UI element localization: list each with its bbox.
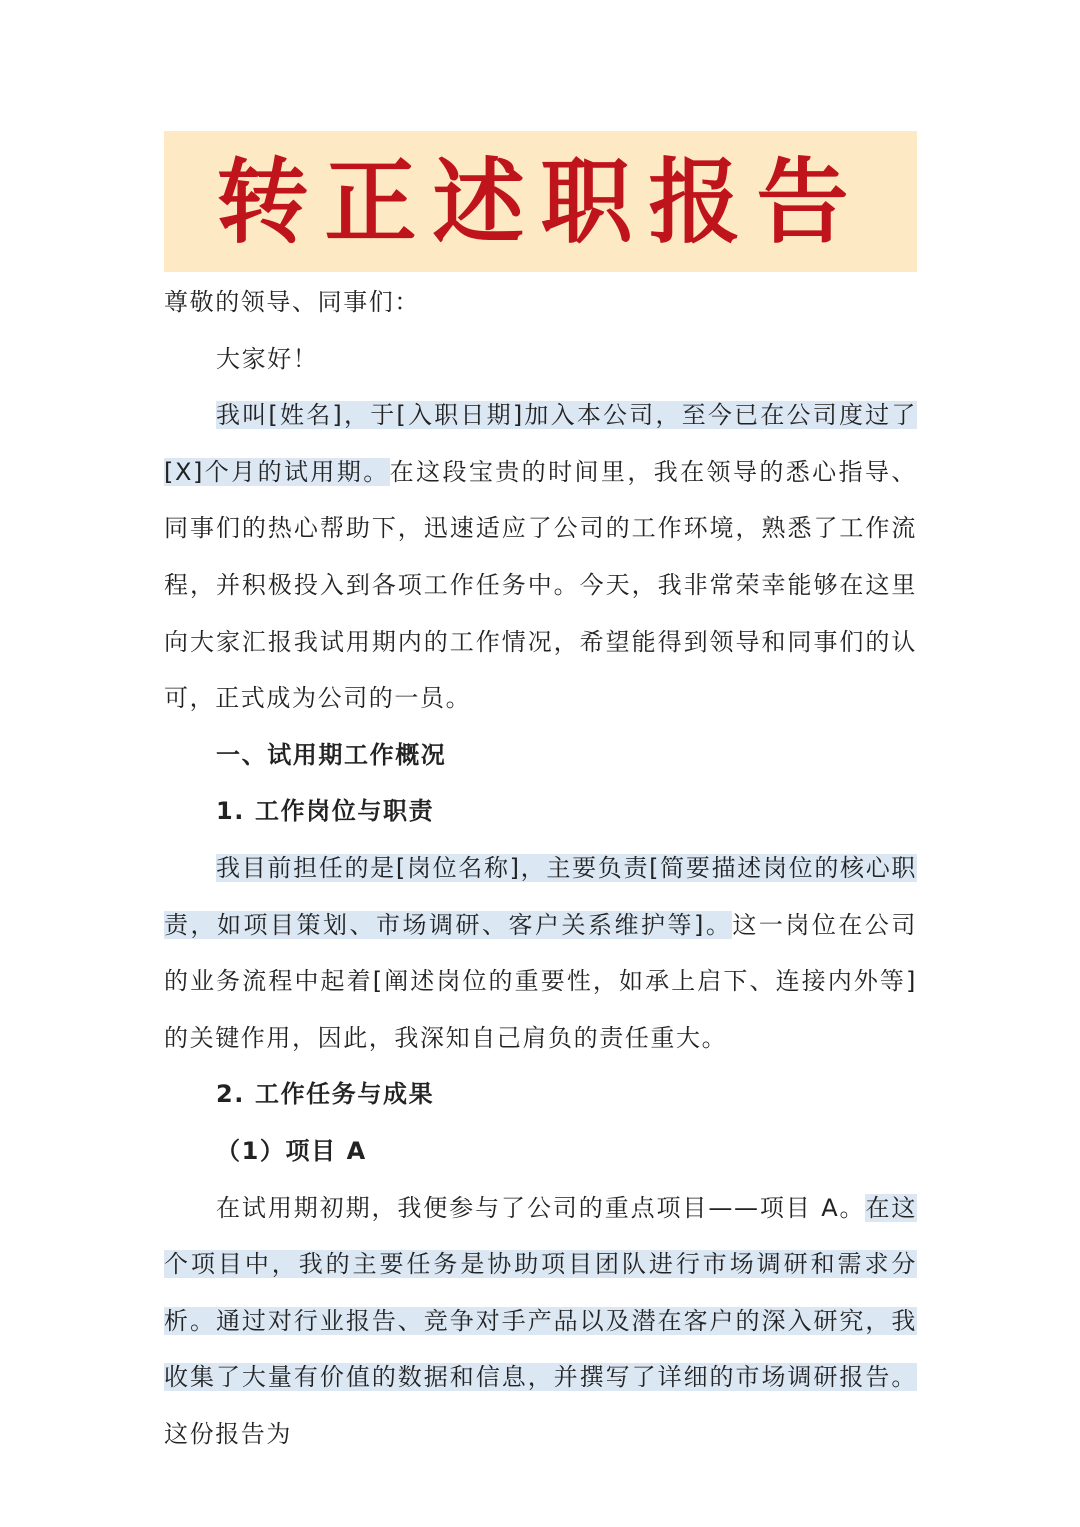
highlighted-text: 在这个项目中，我的主要任务是协助项目团队进行市场调研和需求分析。通过对行业报告、竞争对手产品以及潜在客户的深入研究，我收集了大量有价值的数据和信息，并撰写了详细的市场调研报告。 [164,1193,917,1392]
subsection-heading: 2. 工作任务与成果 [216,1080,435,1109]
highlighted-text: 我目前担任的是[岗位名称]，主要负责[简要描述岗位的核心职责，如项目策划、市场调研、客户关系维护等]。 [164,853,917,939]
title-banner [164,131,917,272]
paragraph-text: 在试用期初期，我便参与了公司的重点项目——项目 A。 [216,1193,866,1222]
job-duties-paragraph [164,840,917,1066]
intro-paragraph [164,387,917,727]
document-title: 转正述职报告 [216,147,865,256]
document-body [164,274,917,1462]
paragraph-text: 这份报告为 [164,1419,292,1448]
item-heading: （1）项目 A [216,1136,367,1165]
section-heading: 一、试用期工作概况 [216,740,447,769]
highlighted-text: 我叫[姓名]，于[入职日期]加入本公司，至今已在公司度过了[X]个月的试用期。 [164,401,917,486]
project-a-paragraph [164,1180,917,1463]
salutation: 尊敬的领导、同事们： [164,288,420,316]
greeting: 大家好！ [216,344,319,373]
paragraph-text: 这一岗位在公司的业务流程中起着[阐述岗位的重要性，如承上启下、连接内外等]的关键作用，因此，我深知自己肩负的责任重大。 [164,910,917,1052]
paragraph-text: 在这段宝贵的时间里，我在领导的悉心指导、同事们的热心帮助下，迅速适应了公司的工作环境，熟悉了工作流程，并积极投入到各项工作任务中。今天，我非常荣幸能够在这里向大家汇报我试用期内的工作情况，希望能得到领导和同事们的认可，正式成为公司的一员。 [164,457,917,713]
subsection-heading: 1. 工作岗位与职责 [216,797,435,826]
